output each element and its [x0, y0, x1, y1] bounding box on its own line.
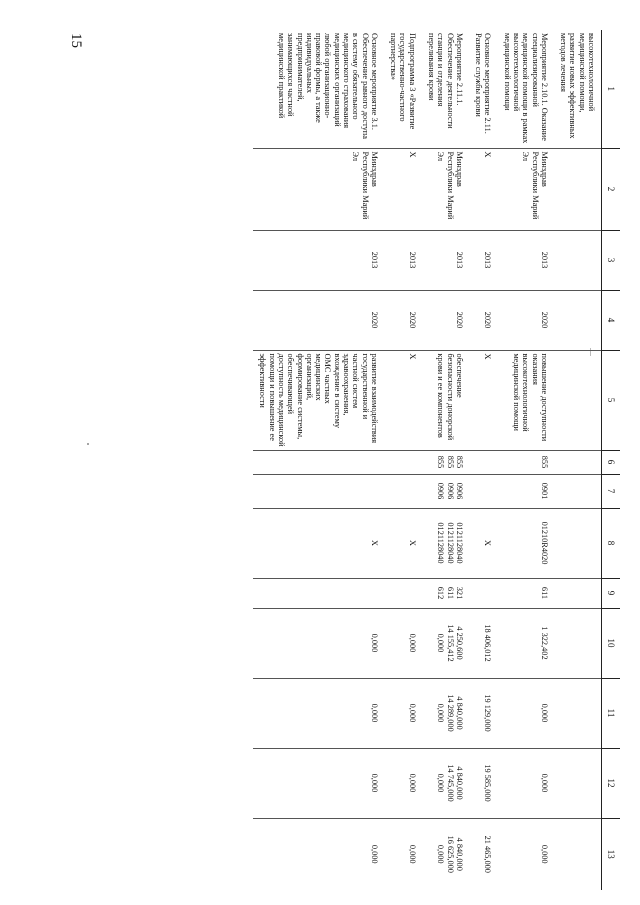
cell-col-9: [253, 578, 384, 608]
cell-col-12: 4 840,000 14 745,000 0,000: [422, 748, 469, 818]
column-header-1: 1: [601, 30, 620, 148]
cell-col-11: 19 129,000: [469, 678, 498, 748]
cell-col-8: [554, 508, 602, 578]
cell-col-4: 2020: [469, 290, 498, 350]
cell-col-11: 0,000: [253, 678, 384, 748]
cell-col-5: развитие взаимодействия государственной и частной систем здравоохранения, вхождение в систему ОМС частных медицинских организаций, формирование системы, обеспечивающей доступность медицинской помощи и повышение ее эффективности: [253, 350, 384, 450]
column-header-3: 3: [601, 230, 620, 290]
cell-col-13: 4 840,000 16 625,000 0,000: [422, 818, 469, 890]
column-header-5: 5: [601, 350, 620, 450]
cell-col-3: [554, 230, 602, 290]
cell-col-2: [554, 148, 602, 230]
cell-col-4: 2020: [497, 290, 553, 350]
cell-col-9: [554, 578, 602, 608]
cell-col-12: 0,000: [384, 748, 422, 818]
column-header-2: 2: [601, 148, 620, 230]
cell-col-7: [253, 474, 384, 508]
cell-col-7: [554, 474, 602, 508]
cell-col-5: Х: [469, 350, 498, 450]
cell-col-3: 2013: [384, 230, 422, 290]
cell-col-7: 0906 0906 0906: [422, 474, 469, 508]
cell-col-12: 19 585,000: [469, 748, 498, 818]
cell-col-10: 1 322,402: [497, 608, 553, 678]
cell-col-6: [469, 450, 498, 474]
cell-col-2: Минздрав Республики Марий Эл: [497, 148, 553, 230]
cell-col-10: 0,000: [253, 608, 384, 678]
column-header-4: 4: [601, 290, 620, 350]
cell-col-10: 0,000: [384, 608, 422, 678]
column-header-6: 6: [601, 450, 620, 474]
cell-col-13: 0,000: [253, 818, 384, 890]
cell-col-8: Х: [469, 508, 498, 578]
cell-col-9: [469, 578, 498, 608]
cell-col-11: [554, 678, 602, 748]
table-row: [253, 30, 384, 890]
cell-col-5: Х: [384, 350, 422, 450]
cell-col-3: 2013: [422, 230, 469, 290]
cell-col-6: 855: [497, 450, 553, 474]
cell-col-9: 611: [497, 578, 553, 608]
cell-col-9: [384, 578, 422, 608]
table-body: [253, 30, 601, 890]
cell-col-6: [253, 450, 384, 474]
column-header-9: 9: [601, 578, 620, 608]
cell-col-1: Мероприятие 2.10.1. Оказание специализированной медицинской помощи в рамках высокотехнологичной медицинской помощи: [502, 33, 549, 144]
cell-col-6: [554, 450, 602, 474]
cell-col-3: 2013: [253, 230, 384, 290]
table-row: [384, 30, 422, 890]
cell-col-12: 0,000: [253, 748, 384, 818]
rotated-page-content: [100, 30, 620, 890]
column-header-10: 10: [601, 608, 620, 678]
column-header-7: 7: [601, 474, 620, 508]
cell-col-4: 2020: [384, 290, 422, 350]
cell-col-1: Основное мероприятие 2.11. Развитие службы крови: [474, 33, 493, 134]
cell-col-13: 21 465,000: [469, 818, 498, 890]
cell-col-5: обеспечение безопасности донорской крови и ее компонентов: [422, 350, 469, 450]
cell-col-1: Мероприятие 2.11.1. Обеспечение деятельности станции и отделения переливания крови: [426, 33, 464, 129]
cell-col-3: 2013: [469, 230, 498, 290]
cell-col-2: Минздрав Республики Марий Эл: [422, 148, 469, 230]
page-number: 15: [68, 33, 84, 48]
cell-col-4: 2020: [422, 290, 469, 350]
cell-col-8: 0121128040 0121128040 0121128040: [422, 508, 469, 578]
cell-col-11: 4 840,000 14 289,000 0,000: [422, 678, 469, 748]
table-row: [554, 30, 602, 890]
cell-col-7: [469, 474, 498, 508]
cell-col-10: [554, 608, 602, 678]
cell-col-11: 0,000: [497, 678, 553, 748]
cell-col-7: [384, 474, 422, 508]
column-header-8: 8: [601, 508, 620, 578]
cell-col-10: 4 250,600 14 155,412 0,000: [422, 608, 469, 678]
cell-col-11: 0,000: [384, 678, 422, 748]
cell-col-2: Минздрав Республики Марий Эл: [253, 148, 384, 230]
cell-col-5: повышение доступности оказания высокотехнологичной медицинской помощи: [497, 350, 553, 450]
cell-col-4: [554, 290, 602, 350]
cell-col-7: 0901: [497, 474, 553, 508]
cell-col-8: 01210R4020: [497, 508, 553, 578]
cell-col-13: [554, 818, 602, 890]
column-header-13: 13: [601, 818, 620, 890]
table-row: [469, 30, 498, 890]
program-table: [253, 30, 620, 890]
column-number-row: [601, 30, 620, 890]
scan-speck: [87, 443, 89, 445]
cell-col-13: 0,000: [384, 818, 422, 890]
cell-col-1: Подпрограмма 3 «Развитие государственно-частного партнерства»: [389, 33, 417, 130]
cell-col-2: Х: [469, 148, 498, 230]
table-row: [422, 30, 469, 890]
cell-col-13: 0,000: [497, 818, 553, 890]
cell-col-12: 0,000: [497, 748, 553, 818]
cell-col-1: Основное мероприятие 3.1. Обеспечение равного доступа в систему обязательного медицинского страхования медицинских организаций любой организационно-правовой формы, а также индивидуальных предпринимателей, занимающихся частной медицинской практикой: [277, 33, 379, 139]
table-row: [497, 30, 553, 890]
cell-col-8: Х: [384, 508, 422, 578]
cell-col-6: [384, 450, 422, 474]
cell-col-2: Х: [384, 148, 422, 230]
column-header-11: 11: [601, 678, 620, 748]
cell-col-8: Х: [253, 508, 384, 578]
cell-col-6: 855 855 855: [422, 450, 469, 474]
cell-col-10: 18 406,012: [469, 608, 498, 678]
cell-col-9: 321 611 612: [422, 578, 469, 608]
cell-col-1: высокотехнологичной медицинской помощи, развитие новых эффективных методов лечения: [559, 33, 596, 139]
cell-col-5: [554, 350, 602, 450]
column-header-12: 12: [601, 748, 620, 818]
cell-col-12: [554, 748, 602, 818]
cell-col-4: 2020: [253, 290, 384, 350]
cell-col-3: 2013: [497, 230, 553, 290]
